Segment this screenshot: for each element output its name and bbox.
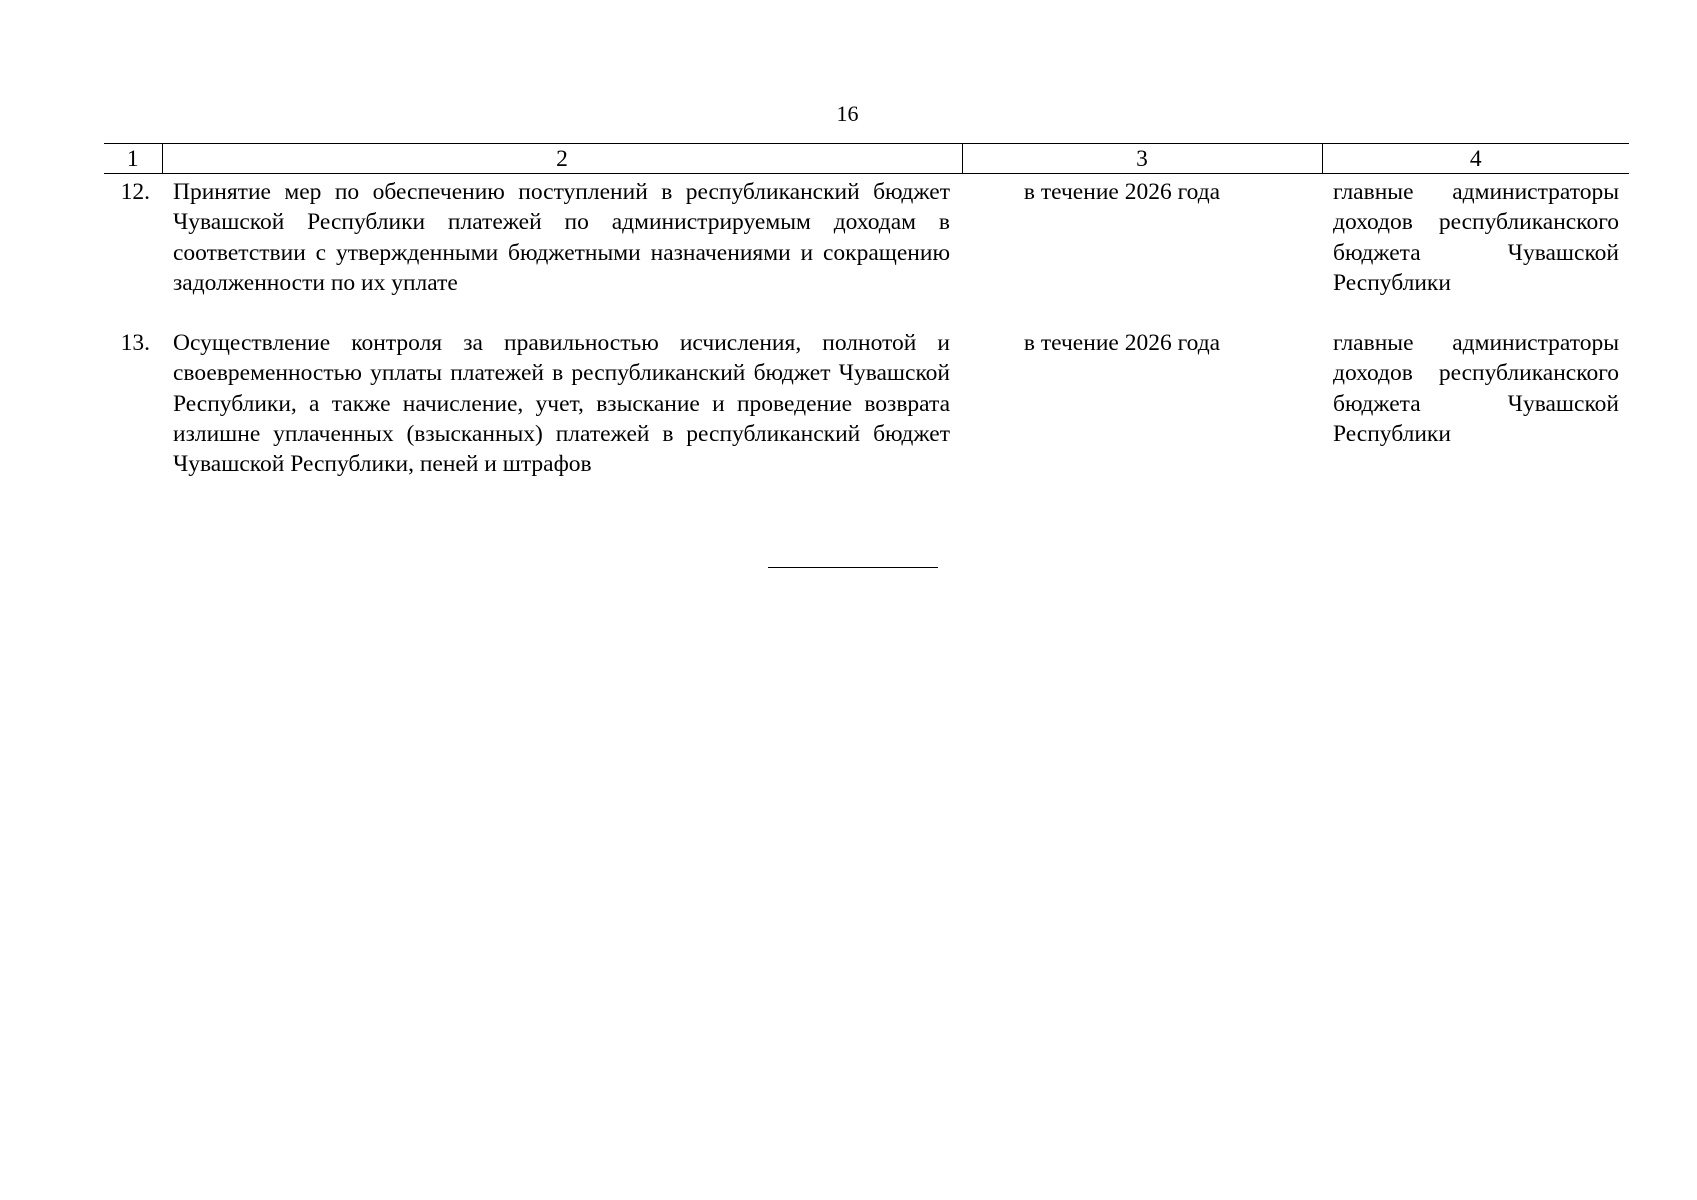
measure-responsible: главные администраторы доходов республиканского бюджета Чувашской Республики xyxy=(1333,330,1619,448)
measure-responsible: главные администраторы доходов республиканского бюджета Чувашской Республики xyxy=(1333,179,1619,296)
row-number: 12. xyxy=(120,179,150,205)
column-number-4: 4 xyxy=(1322,144,1629,174)
column-number-1: 1 xyxy=(104,144,162,174)
measures-table xyxy=(104,143,1629,480)
column-number-row xyxy=(104,144,1629,174)
column-number-2: 2 xyxy=(162,144,962,174)
measure-term: в течение 2026 года xyxy=(1023,179,1221,205)
table-row xyxy=(104,328,1629,479)
page-number: 16 xyxy=(836,101,859,126)
end-of-document-rule xyxy=(768,567,938,568)
row-number: 13. xyxy=(120,330,150,357)
measure-text: Осуществление контроля за правильностью исчисления, полнотой и своевременностью уплаты платежей в республиканский бюджет Чувашской Республики, а также начисление, учет, взыскание и проведение возврата излишне уплаченных (взысканных) платежей в республиканский бюджет Чувашской Республики, пеней и штрафов xyxy=(173,330,950,478)
measure-term: в течение 2026 года xyxy=(1023,330,1221,357)
column-number-3: 3 xyxy=(962,144,1322,174)
measure-text: Принятие мер по обеспечению поступлений в республиканский бюджет Чувашской Республики платежей по администрируемым доходам в соответствии с утвержденными бюджетными назначениями и сокращению задолженности по их уплате xyxy=(173,179,950,296)
table-row xyxy=(104,174,1629,329)
